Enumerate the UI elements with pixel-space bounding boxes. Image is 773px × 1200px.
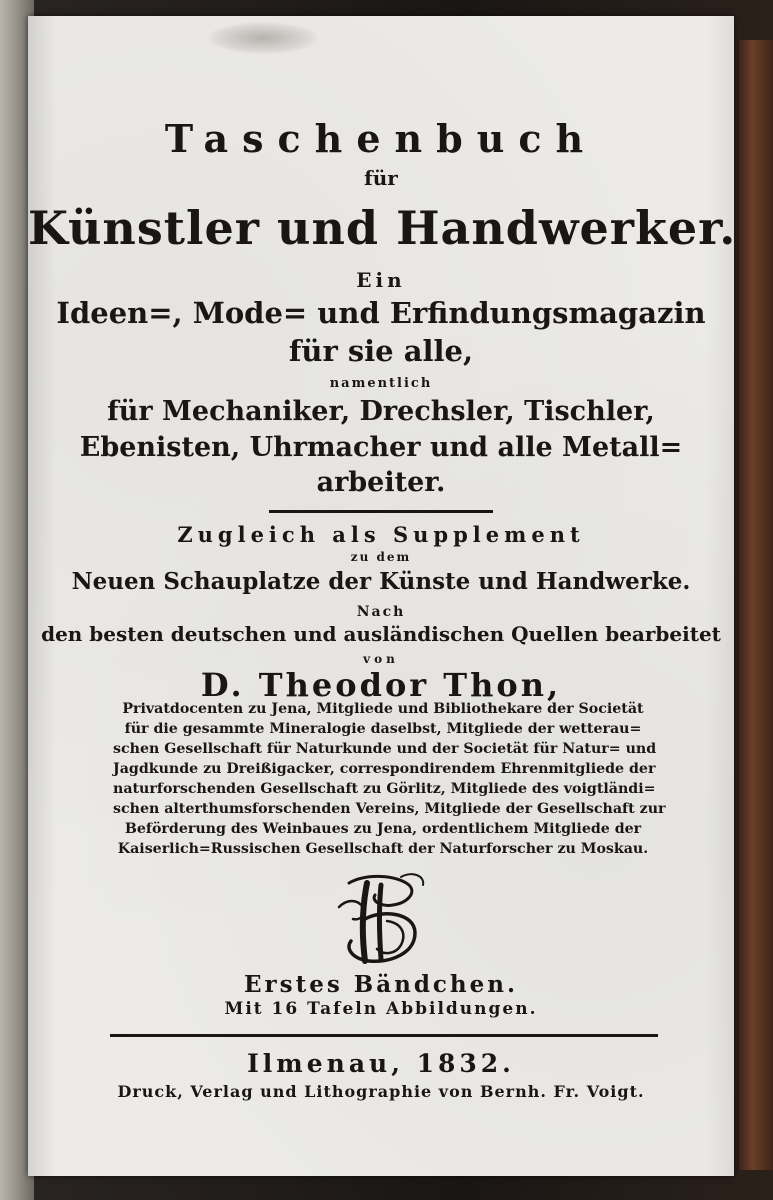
supplement-heading: Zugleich als Supplement <box>177 522 585 547</box>
author-name: D. Theodor Thon, <box>200 666 562 704</box>
sources-nach: Nach <box>356 604 406 620</box>
sources-line: den besten deutschen und ausländischen Quellen bearbeitet <box>41 622 721 646</box>
book-title-main: Künstler und Handwerker. <box>28 201 737 255</box>
subtitle-line-5: arbeiter. <box>316 467 446 498</box>
author-credential-line: naturforschenden Gesellschaft zu Görlitz, Mitgliede des voigtländi= <box>113 781 656 797</box>
title-fuer: für <box>364 166 398 190</box>
book-title: Taschenbuch <box>164 116 598 161</box>
subtitle-line-3: für Mechaniker, Drechsler, Tischler, <box>107 396 655 427</box>
author-credential-line: Beförderung des Weinbaues zu Jena, ordentlichem Mitgliede der <box>124 821 642 837</box>
imprint-divider <box>110 1034 658 1037</box>
place-and-year: Ilmenau, 1832. <box>247 1049 515 1078</box>
subtitle-line-2: für sie alle, <box>288 334 474 368</box>
divider-rule <box>269 510 493 513</box>
publisher-monogram <box>327 869 437 969</box>
supplement-title: Neuen Schauplatze der Künste und Handwerke. <box>71 568 691 595</box>
author-von: von <box>363 652 399 666</box>
plates-label: Mit 16 Tafeln Abbildungen. <box>224 999 538 1019</box>
author-credential-line: schen Gesellschaft für Naturkunde und der Societät für Natur= und <box>113 741 657 757</box>
printer-line: Druck, Verlag und Lithographie von Bernh. Fr. Voigt. <box>117 1082 645 1101</box>
subtitle-ein: Ein <box>356 268 406 292</box>
right-cover-edge <box>737 40 773 1170</box>
author-credential-line: Jagdkunde zu Dreißigacker, correspondirendem Ehrenmitgliede der <box>113 761 656 777</box>
title-page <box>28 16 737 1176</box>
subtitle-namentlich: namentlich <box>329 376 433 391</box>
author-credential-line: Privatdocenten zu Jena, Mitgliede und Bibliothekare der Societät <box>122 701 644 717</box>
author-credential-line: Kaiserlich=Russischen Gesellschaft der Naturforscher zu Moskau. <box>117 841 649 857</box>
subtitle-line-4: Ebenisten, Uhrmacher und alle Metall= <box>79 432 683 463</box>
page-stain <box>208 22 318 54</box>
author-credential-line: für die gesammte Mineralogie daselbst, Mitgliede der wetterau= <box>124 721 642 737</box>
author-credential-line: schen alterthumsforschenden Vereins, Mitgliede der Gesellschaft zur <box>113 801 666 817</box>
volume-label: Erstes Bändchen. <box>243 971 519 998</box>
supplement-zu-dem: zu dem <box>350 550 412 564</box>
subtitle-line-1: Ideen=, Mode= und Erfindungsmagazin <box>56 296 706 330</box>
